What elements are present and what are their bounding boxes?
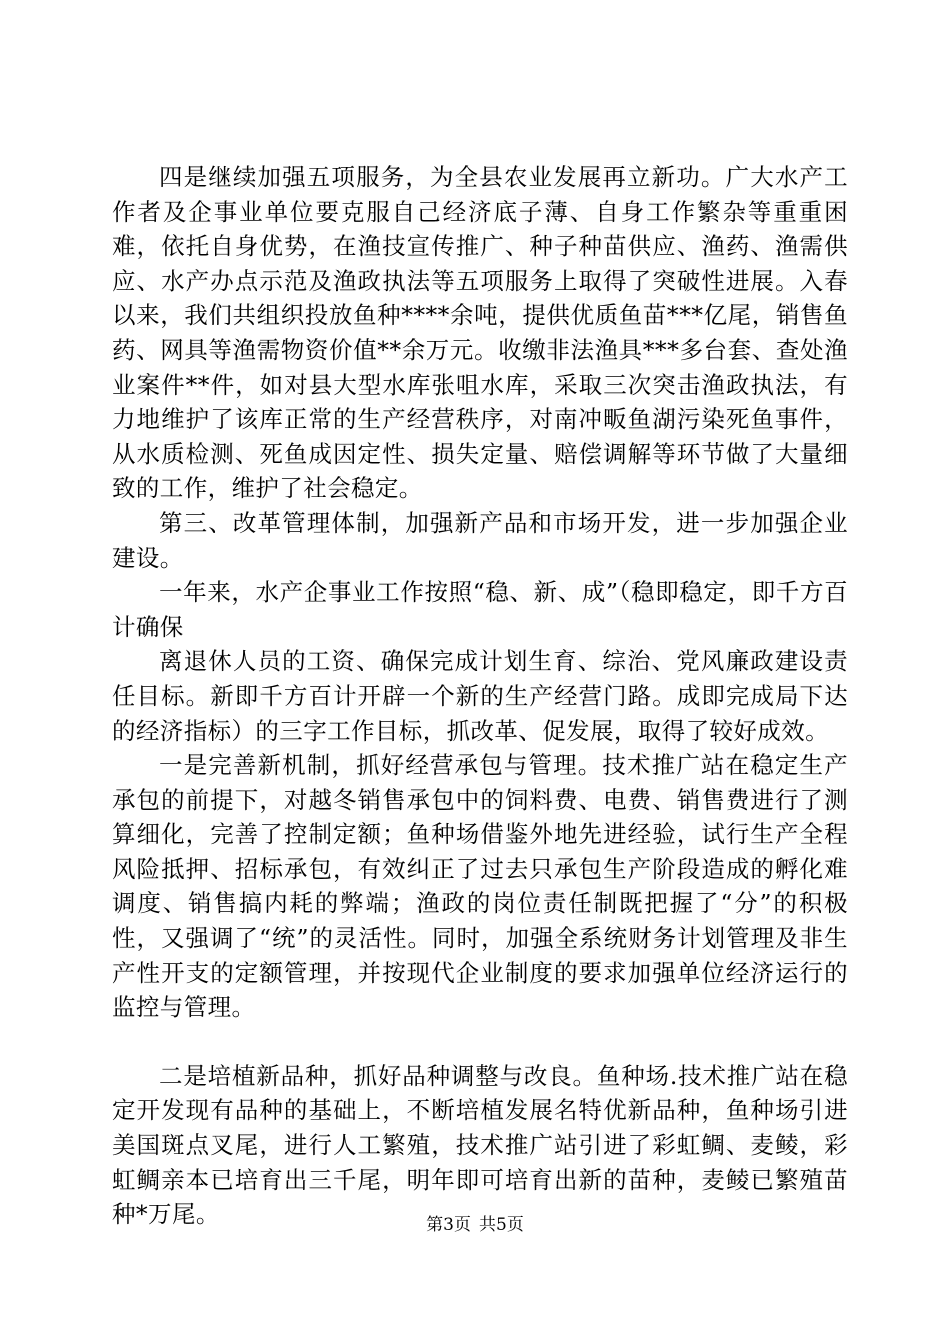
paragraph-work-targets-detail: 离退休人员的工资、确保完成计划生育、综治、党风廉政建设责任目标。新即千方百计开辟一个新的生产经营门路。成即完成局下达的经济指标）的三字工作目标，抓改革、促发展，取得了较好成效。 xyxy=(112,647,848,745)
paragraph-gap xyxy=(112,1025,848,1059)
paragraph-new-breeds: 二是培植新品种，抓好品种调整与改良。鱼种场.技术推广站在稳定开发现有品种的基础上，不断培植发展名特优新品种，鱼种场引进美国斑点叉尾，进行人工繁殖，技术推广站引进了彩虹鲷、麦鲮，彩虹鲷亲本已培育出三千尾，明年即可培育出新的苗种，麦鲮已繁殖苗种*万尾。 xyxy=(112,1061,848,1229)
document-body xyxy=(112,160,848,1232)
page-total: 共5页 xyxy=(479,1215,524,1235)
paragraph-section-three-heading: 第三、改革管理体制，加强新产品和市场开发，进一步加强企业建设。 xyxy=(112,508,848,572)
paragraph-work-targets-intro: 一年来，水产企事业工作按照“稳、新、成”（稳即稳定，即千方百计确保 xyxy=(112,578,848,641)
page-number: 第3页 xyxy=(426,1215,471,1235)
page-footer xyxy=(0,1214,950,1236)
paragraph-services: 四是继续加强五项服务，为全县农业发展再立新功。广大水产工作者及企事业单位要克服自己经济底子薄、自身工作繁杂等重重困难，依托自身优势，在渔技宣传推广、种子种苗供应、渔药、渔需供应、水产办点示范及渔政执法等五项服务上取得了突破性进展。入春以来，我们共组织投放鱼种****余吨，提供优质鱼苗***亿尾，销售鱼药、网具等渔需物资价值**余万元。收缴非法渔具***多台套、查处渔业案件**件，如对县大型水库张咀水库，采取三次突击渔政执法，有力地维护了该库正常的生产经营秩序，对南冲畈鱼湖污染死鱼事件，从水质检测、死鱼成因定性、损失定量、赔偿调解等环节做了大量细致的工作，维护了社会稳定。 xyxy=(112,163,848,503)
paragraph-new-mechanism: 一是完善新机制，抓好经营承包与管理。技术推广站在稳定生产承包的前提下，对越冬销售承包中的饲料费、电费、销售费进行了测算细化，完善了控制定额；鱼种场借鉴外地先进经验，试行生产全程风险抵押、招标承包，有效纠正了过去只承包生产阶段造成的孵化难调度、销售搞内耗的弊端；渔政的岗位责任制既把握了“分”的积极性，又强调了“统”的灵活性。同时，加强全系统财务计划管理及非生产性开支的定额管理，并按现代企业制度的要求加强单位经济运行的监控与管理。 xyxy=(112,751,848,1022)
